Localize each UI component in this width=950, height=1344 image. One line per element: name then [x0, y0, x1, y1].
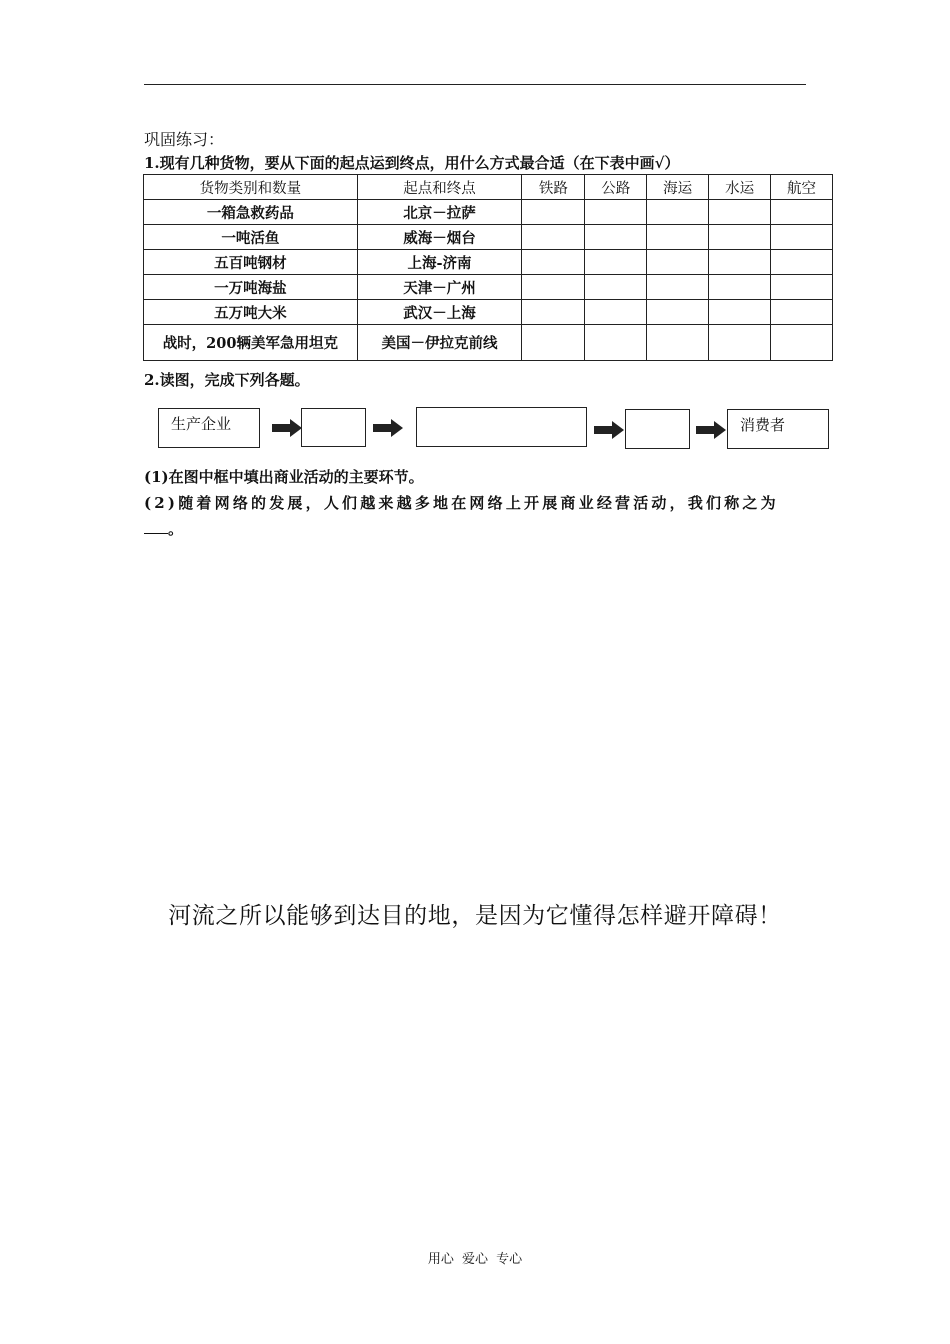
- route-cell: 美国－伊拉克前线: [357, 325, 522, 361]
- answer-cell[interactable]: [522, 275, 585, 300]
- answer-cell[interactable]: [585, 200, 647, 225]
- sub-2-period: 。: [168, 520, 184, 538]
- flow-box-blank-3[interactable]: [625, 409, 690, 449]
- answer-cell[interactable]: [709, 300, 771, 325]
- answer-cell[interactable]: [647, 275, 709, 300]
- flow-end-label: 消费者: [740, 416, 786, 434]
- answer-cell[interactable]: [709, 200, 771, 225]
- answer-cell[interactable]: [522, 225, 585, 250]
- route-cell: 武汉－上海: [357, 300, 522, 325]
- answer-cell[interactable]: [522, 300, 585, 325]
- answer-cell[interactable]: [709, 225, 771, 250]
- answer-cell[interactable]: [709, 275, 771, 300]
- flow-arrow-2-icon: [373, 419, 403, 437]
- route-cell: 上海-济南: [357, 250, 522, 275]
- transport-table: [143, 174, 833, 361]
- answer-cell[interactable]: [522, 250, 585, 275]
- table-row: [144, 225, 833, 250]
- flow-arrow-1-icon: [272, 419, 302, 437]
- question-2-text: 2.读图，完成下列各题。: [144, 371, 310, 389]
- fill-in-blank[interactable]: [144, 519, 168, 534]
- answer-cell[interactable]: [771, 250, 833, 275]
- answer-cell[interactable]: [585, 275, 647, 300]
- goods-cell: 一箱急救药品: [144, 200, 358, 225]
- answer-cell[interactable]: [647, 250, 709, 275]
- header-sea: 海运: [647, 175, 709, 200]
- table-row: [144, 275, 833, 300]
- flow-box-blank-1[interactable]: [301, 408, 366, 447]
- goods-cell: 战时，200辆美军急用坦克: [144, 325, 358, 361]
- route-cell: 威海－烟台: [357, 225, 522, 250]
- page-footer: 用心 爱心 专心: [427, 1252, 523, 1267]
- answer-cell[interactable]: [585, 325, 647, 361]
- route-cell: 天津－广州: [357, 275, 522, 300]
- flow-box-blank-2[interactable]: [416, 407, 587, 447]
- flow-box-consumer: [727, 409, 829, 449]
- answer-cell[interactable]: [771, 325, 833, 361]
- answer-cell[interactable]: [771, 200, 833, 225]
- answer-cell[interactable]: [647, 200, 709, 225]
- route-cell: 北京－拉萨: [357, 200, 522, 225]
- section-title: 巩固练习：: [144, 130, 225, 149]
- answer-cell[interactable]: [647, 325, 709, 361]
- answer-blank-line: [144, 518, 183, 539]
- answer-cell[interactable]: [585, 225, 647, 250]
- goods-cell: 五万吨大米: [144, 300, 358, 325]
- answer-cell[interactable]: [647, 300, 709, 325]
- answer-cell[interactable]: [709, 250, 771, 275]
- header-route: 起点和终点: [357, 175, 522, 200]
- question-2-sub-2: (2)随着网络的发展，人们越来越多地在网络上开展商业经营活动，我们称之为: [144, 494, 779, 512]
- flow-box-producer: [158, 408, 260, 448]
- answer-cell[interactable]: [771, 225, 833, 250]
- answer-cell[interactable]: [522, 200, 585, 225]
- goods-cell: 五百吨钢材: [144, 250, 358, 275]
- answer-cell[interactable]: [585, 300, 647, 325]
- table-row: [144, 300, 833, 325]
- motto-text: 河流之所以能够到达目的地，是因为它懂得怎样避开障碍！: [168, 903, 782, 929]
- flow-start-label: 生产企业: [171, 415, 232, 433]
- header-water: 水运: [709, 175, 771, 200]
- header-highway: 公路: [585, 175, 647, 200]
- answer-cell[interactable]: [771, 300, 833, 325]
- goods-cell: 一万吨海盐: [144, 275, 358, 300]
- table-row: [144, 200, 833, 225]
- answer-cell[interactable]: [709, 325, 771, 361]
- table-row: [144, 250, 833, 275]
- header-air: 航空: [771, 175, 833, 200]
- answer-cell[interactable]: [771, 275, 833, 300]
- flow-arrow-3-icon: [594, 421, 624, 439]
- table-header-row: [144, 175, 833, 200]
- answer-cell[interactable]: [585, 250, 647, 275]
- flow-arrow-4-icon: [696, 421, 726, 439]
- question-2-sub-1: (1)在图中框中填出商业活动的主要环节。: [144, 468, 424, 486]
- header-goods: 货物类别和数量: [144, 175, 358, 200]
- answer-cell[interactable]: [522, 325, 585, 361]
- question-1-text: 1.现有几种货物，要从下面的起点运到终点，用什么方式最合适（在下表中画√）: [144, 154, 680, 172]
- table-row: [144, 325, 833, 361]
- header-railway: 铁路: [522, 175, 585, 200]
- header-rule: [144, 84, 806, 85]
- answer-cell[interactable]: [647, 225, 709, 250]
- goods-cell: 一吨活鱼: [144, 225, 358, 250]
